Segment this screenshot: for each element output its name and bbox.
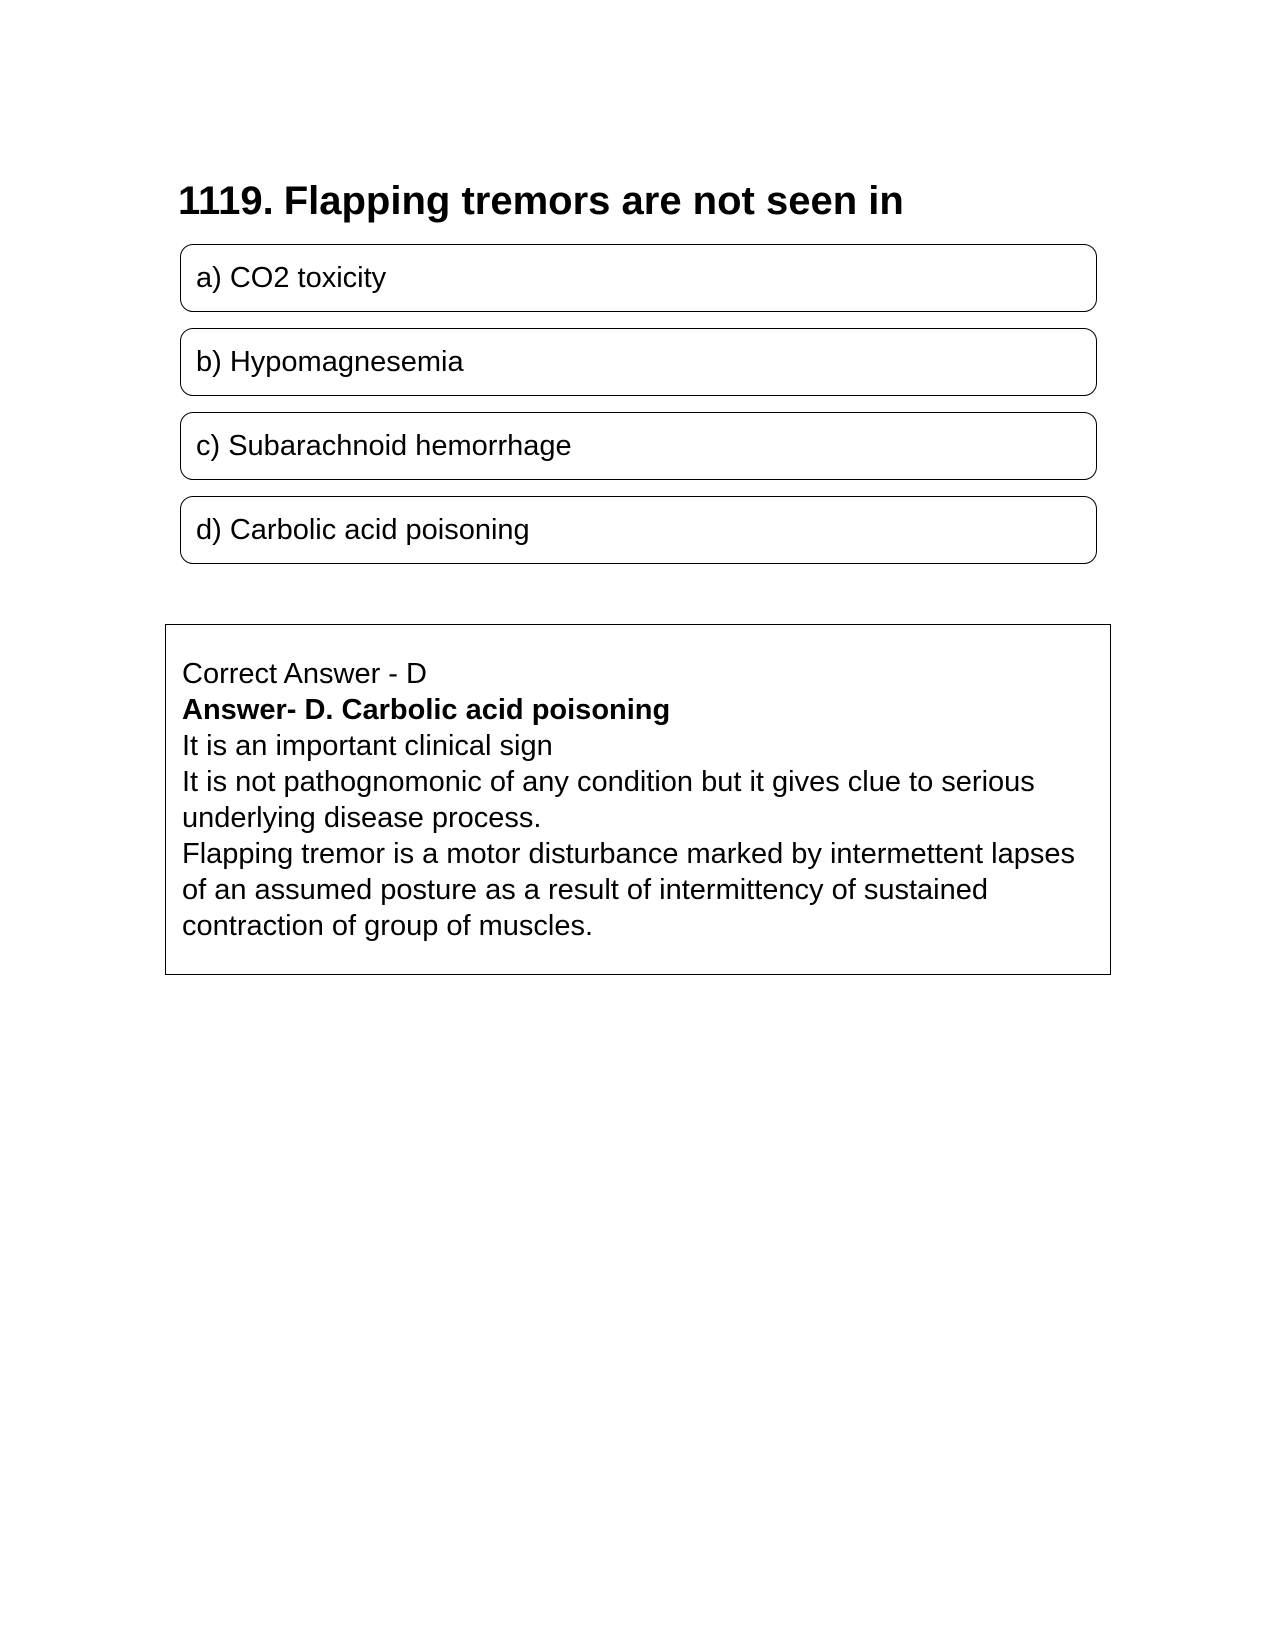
correct-answer-label: Correct Answer - D xyxy=(182,658,427,690)
answer-explanation-box xyxy=(165,624,1111,975)
explanation-line-1: It is an important clinical sign xyxy=(182,730,553,762)
option-a[interactable]: a) CO2 toxicity xyxy=(180,244,1097,312)
options-list xyxy=(180,244,1097,580)
option-b[interactable]: b) Hypomagnesemia xyxy=(180,328,1097,396)
question-number: 1119. xyxy=(178,179,274,223)
answer-heading: Answer- D. Carbolic acid poisoning xyxy=(182,694,671,726)
option-d[interactable]: d) Carbolic acid poisoning xyxy=(180,496,1097,564)
explanation-line-2: It is not pathognomonic of any condition but it gives clue to serious underlying disease process. xyxy=(182,766,1035,834)
explanation-line-3: Flapping tremor is a motor disturbance marked by intermettent lapses of an assumed posture as a result of intermittency of sustained contraction of group of muscles. xyxy=(182,838,1075,942)
question-title xyxy=(178,176,904,226)
question-text: Flapping tremors are not seen in xyxy=(283,179,904,223)
option-c[interactable]: c) Subarachnoid hemorrhage xyxy=(180,412,1097,480)
